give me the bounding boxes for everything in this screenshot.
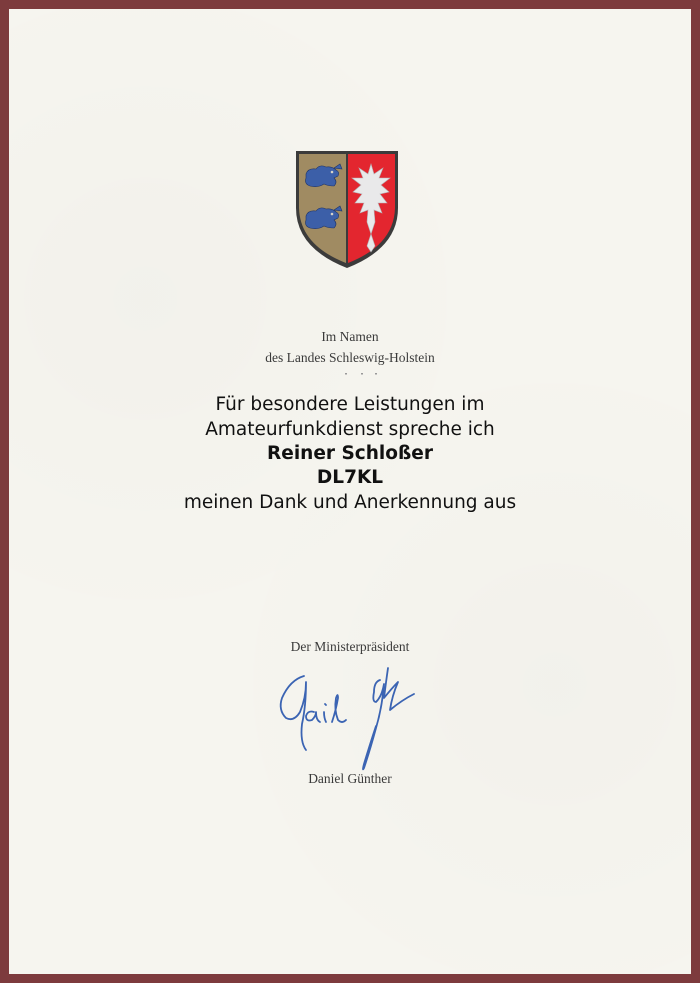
certificate-text-line-1: Für besondere Leistungen im (215, 394, 485, 415)
handwritten-signature (276, 658, 422, 774)
ornament-marks (335, 372, 385, 376)
header-line-2: des Landes Schleswig-Holstein (265, 350, 435, 365)
signatory-name: Daniel Günther (308, 771, 392, 786)
header-line-1: Im Namen (321, 329, 379, 344)
coat-of-arms-icon (294, 148, 400, 270)
certificate-text-closing: meinen Dank und Anerkennung aus (183, 492, 517, 513)
certificate-text-line-2: Amateurfunkdienst spreche ich (205, 419, 495, 440)
signatory-title: Der Ministerpräsident (290, 639, 410, 654)
recipient-callsign: DL7KL (316, 467, 384, 488)
recipient-name: Reiner Schloßer (267, 443, 433, 464)
